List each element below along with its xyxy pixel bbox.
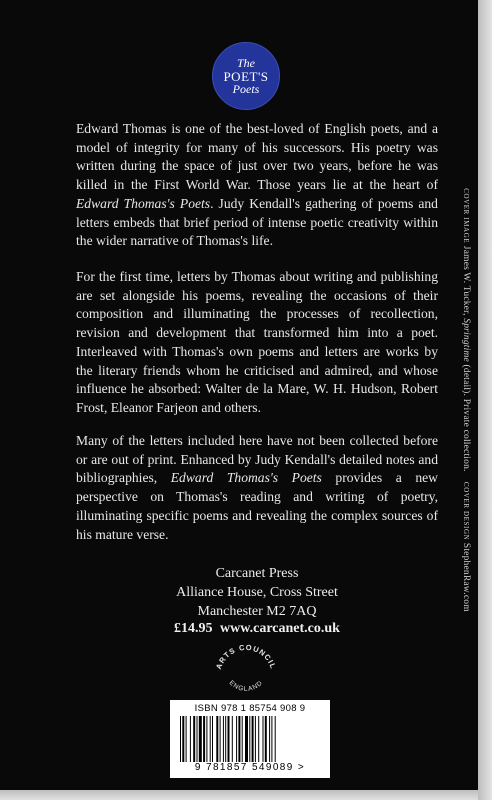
barcode-bar [225, 716, 226, 762]
blurb-paragraph-2: For the first time, letters by Thomas about writing and publishing are set alongside his poems, revealing the occasions of their composition and illuminating the processes of recollection, revision and development that transformed him into a poet. Interleaved with Thomas's own poems and letters are works by the literary friends whom he criticised and admired, and whose influence he absorbed: Walter de la Mare, W. H. Hudson, Robert Frost, Eleanor Farjeon and others. [76, 269, 438, 415]
badge-line-2: POET'S [223, 68, 269, 84]
arts-council-top-text: ARTS COUNCIL [214, 642, 278, 671]
cover-credits [461, 188, 471, 612]
cover-image-artist: James W. Tucker, [461, 245, 471, 319]
cover-edge-right [478, 0, 492, 800]
cover-image-title: Springtime [461, 318, 471, 362]
blurb-paragraph-1 [76, 120, 438, 251]
cover-design-label: COVER DESIGN [462, 481, 470, 541]
blurb-paragraph-3 [76, 432, 438, 544]
barcode-bars [180, 716, 320, 762]
blurb-p1-text-a: Edward Thomas is one of the best-loved of English poets, and a model of integrity for many of his successors. His poetry was written during the space of just over two years, before he was killed in the First World War. Those years lie at the heart of [76, 121, 438, 193]
blurb-p3-book-title: Edward Thomas's Poets [170, 470, 322, 486]
barcode-bar [263, 716, 264, 762]
blurb-p3-text-b: provides a new perspective on Thomas's reading and writing of poetry, illuminating specific poems and revealing the complex sources of his mature verse. [76, 470, 438, 542]
poets-poets-badge [212, 42, 280, 110]
barcode-bar [190, 716, 191, 762]
barcode-bar [269, 716, 270, 762]
barcode-bar [258, 716, 259, 762]
publisher-name: Carcanet Press [215, 566, 299, 581]
barcode-bar [252, 716, 254, 762]
barcode-bar [182, 716, 184, 762]
svg-text:ENGLAND [228, 679, 265, 693]
badge-line-1: The [237, 55, 255, 70]
barcode-bar [197, 716, 198, 762]
cover-image-rest: (detail). Private collection. [461, 361, 471, 472]
arts-council-bottom-text: ENGLAND [227, 679, 265, 693]
price: £14.95 [174, 621, 213, 636]
barcode-bar [255, 716, 256, 762]
website-link: www.carcanet.co.uk [220, 621, 340, 636]
barcode-bar [265, 716, 267, 762]
barcode-bar [232, 716, 233, 762]
price-and-website [76, 621, 438, 637]
publisher-address [76, 564, 438, 621]
cover-edge-bottom [0, 790, 478, 800]
barcode-bar [245, 716, 248, 762]
barcode-bar [236, 716, 237, 762]
publisher-address-line-2: Manchester M2 7AQ [197, 604, 317, 619]
barcode-bar [199, 716, 202, 762]
publisher-address-line-1: Alliance House, Cross Street [176, 585, 338, 600]
barcode-bar [210, 716, 211, 762]
cover-design-name: StephenRaw.com [461, 542, 471, 612]
blurb-p1-book-title: Edward Thomas's Poets [76, 195, 211, 211]
barcode-bar [186, 716, 187, 762]
isbn-label: ISBN 978 1 85754 908 9 [194, 703, 306, 714]
barcode-bar [206, 716, 207, 762]
barcode-bar [220, 716, 221, 762]
barcode-bar [249, 716, 250, 762]
barcode-bar [180, 716, 181, 762]
blurb-p3-text-a: Many of the letters included here have not been collected before or are out of print. Enhanced by Judy Kendall's detailed notes and bibliographies, [76, 433, 438, 486]
barcode-bar [216, 716, 218, 762]
isbn-digits: 9 781857 549089 > [194, 762, 306, 773]
barcode-bar [193, 716, 195, 762]
barcode-bar [223, 716, 224, 762]
barcode [170, 700, 330, 778]
badge-line-3: Poets [232, 81, 260, 96]
barcode-bar [242, 716, 243, 762]
arts-council-logo [206, 640, 286, 702]
svg-text:ARTS COUNCIL [214, 643, 278, 671]
barcode-bar [212, 716, 213, 762]
barcode-bar [228, 716, 230, 762]
barcode-bar [271, 716, 272, 762]
barcode-bar [275, 716, 276, 762]
blurb-p1-text-b: . Judy Kendall's gathering of poems and letters embeds that brief period of intense poetic creativity within the wider narrative of Thomas's life. [76, 195, 438, 249]
barcode-bar [238, 716, 240, 762]
cover-image-label: COVER IMAGE [462, 188, 470, 244]
barcode-bar [203, 716, 205, 762]
